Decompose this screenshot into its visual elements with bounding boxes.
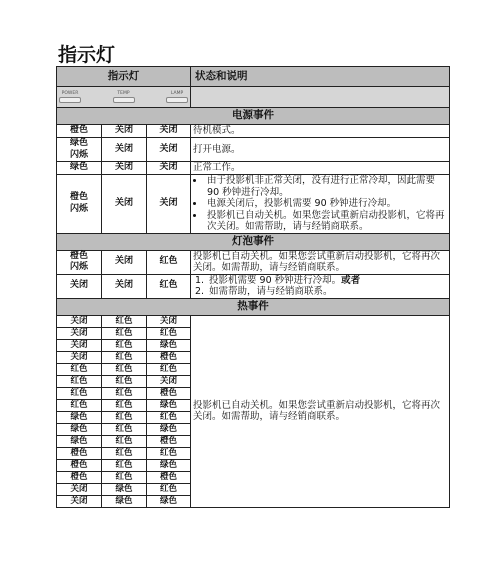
temp-led-status: 红色: [102, 387, 147, 399]
lamp-led-status: 红色: [147, 250, 191, 274]
power-led-status: 橙色: [57, 125, 102, 138]
lamp-led-status: 关闭: [147, 315, 191, 327]
section-title: 电源事件: [57, 108, 450, 125]
temp-led-status: 红色: [102, 435, 147, 447]
power-event-row: [57, 138, 450, 162]
power-led-status: 关闭: [57, 315, 102, 327]
power-led-status: 关闭: [57, 495, 102, 507]
lamp-led-status: 红色: [147, 327, 191, 339]
lamp-led-status: 橙色: [147, 471, 191, 483]
temp-led-status: 关闭: [102, 125, 147, 138]
numbered-item: [207, 286, 447, 298]
lamp-led-status: 橙色: [147, 435, 191, 447]
indicator-header: 指示灯: [57, 67, 191, 87]
power-event-row: [57, 162, 450, 175]
led-panel-desc: [191, 87, 450, 108]
temp-led-status: 绿色: [102, 495, 147, 507]
temp-led-status: 绿色: [102, 483, 147, 495]
lamp-led-status: 绿色: [147, 399, 191, 411]
status-description: 投影机已自动关机。如果您尝试重新启动投影机，它将再次关闭。如需帮助，请与经销商联系。: [191, 250, 450, 274]
temp-led-status: 红色: [102, 447, 147, 459]
section-row: [57, 108, 450, 125]
section-row: [57, 298, 450, 315]
lamp-led: [166, 91, 188, 103]
temp-led-status: 关闭: [102, 162, 147, 175]
temp-led: [113, 91, 135, 103]
bullet-list: [193, 175, 447, 233]
thermal-description: 投影机已自动关机。如果您尝试重新启动投影机，它将再次关闭。如需帮助，请与经销商联系。: [191, 315, 450, 507]
thermal-event-row: [57, 315, 450, 327]
temp-led-status: 红色: [102, 375, 147, 387]
power-led: [59, 91, 81, 103]
lamp-led-status: 绿色: [147, 495, 191, 507]
temp-led-status: 关闭: [102, 175, 147, 234]
lamp-led-status: 关闭: [147, 125, 191, 138]
lamp-led-status: 关闭: [147, 175, 191, 234]
power-led-status: 橙色: [57, 447, 102, 459]
temp-led-status: 关闭: [102, 274, 147, 298]
power-led-icon: [59, 97, 81, 103]
lamp-led-status: 橙色: [147, 351, 191, 363]
temp-led-icon: [113, 97, 135, 103]
power-led-status: 关闭: [57, 339, 102, 351]
temp-led-status: 红色: [102, 423, 147, 435]
power-led-status: 橙色 闪烁: [57, 250, 102, 274]
lamp-led-status: 关闭: [147, 162, 191, 175]
temp-led-status: 红色: [102, 411, 147, 423]
lamp-led-status: 红色: [147, 447, 191, 459]
power-led-status: 绿色: [57, 411, 102, 423]
power-led-status: 红色: [57, 363, 102, 375]
lamp-event-row: [57, 274, 450, 298]
temp-led-status: 红色: [102, 339, 147, 351]
temp-led-status: 关闭: [102, 250, 147, 274]
lamp-led-status: 红色: [147, 274, 191, 298]
power-led-status: 关闭: [57, 327, 102, 339]
power-led-status: 红色: [57, 387, 102, 399]
lamp-led-status: 橙色: [147, 387, 191, 399]
temp-led-status: 红色: [102, 351, 147, 363]
lamp-led-status: 绿色: [147, 459, 191, 471]
status-description: 打开电源。: [191, 138, 450, 162]
page-title: 指示灯: [58, 44, 116, 66]
led-panel: [57, 87, 191, 108]
lamp-led-status: 关闭: [147, 138, 191, 162]
lamp-event-row: [57, 250, 450, 274]
status-description: [191, 274, 450, 298]
indicator-table: [56, 66, 450, 508]
power-led-label: POWER: [61, 91, 79, 96]
lamp-led-icon: [166, 97, 188, 103]
power-led-status: 绿色: [57, 435, 102, 447]
temp-led-status: 红色: [102, 315, 147, 327]
lamp-led-status: 红色: [147, 363, 191, 375]
power-led-status: 红色: [57, 399, 102, 411]
power-led-status: 橙色 闪烁: [57, 175, 102, 234]
temp-led-status: 关闭: [102, 138, 147, 162]
numbered-item-text: 投影机需要 90 秒钟进行冷却。: [209, 274, 342, 286]
power-led-status: 关闭: [57, 274, 102, 298]
numbered-item-text: 如需帮助，请与经销商联系。: [209, 286, 333, 297]
power-led-status: 绿色: [57, 423, 102, 435]
status-header: 状态和说明: [191, 67, 450, 87]
numbered-list: [193, 275, 447, 298]
bullet-item: • 电源关闭后，投影机需要 90 秒钟进行冷却。: [205, 198, 447, 210]
lamp-led-status: 绿色: [147, 423, 191, 435]
bullet-item: • 投影机已自动关机。如果您尝试重新启动投影机，它将再次关闭。如需帮助，请与经销商联系。: [205, 210, 447, 233]
power-led-status: 绿色: [57, 162, 102, 175]
power-led-status: 红色: [57, 375, 102, 387]
bullet-item: • 由于投影机非正常关闭，没有进行正常冷却，因此需要 90 秒钟进行冷却。: [205, 175, 447, 198]
temp-led-status: 红色: [102, 363, 147, 375]
power-led-status: 橙色: [57, 471, 102, 483]
lamp-led-status: 关闭: [147, 375, 191, 387]
lamp-led-status: 红色: [147, 483, 191, 495]
temp-led-label: TEMP: [117, 91, 130, 96]
temp-led-status: 红色: [102, 327, 147, 339]
lamp-led-status: 红色: [147, 411, 191, 423]
temp-led-status: 红色: [102, 459, 147, 471]
power-event-row: [57, 175, 450, 234]
section-title: 热事件: [57, 298, 450, 315]
lamp-led-label: LAMP: [170, 91, 184, 96]
temp-led-status: 红色: [102, 399, 147, 411]
power-led-status: 绿色 闪烁: [57, 138, 102, 162]
power-event-row: [57, 125, 450, 138]
section-title: 灯泡事件: [57, 233, 450, 250]
numbered-item: [207, 275, 447, 287]
lamp-led-status: 绿色: [147, 339, 191, 351]
temp-led-status: 红色: [102, 471, 147, 483]
section-row: [57, 233, 450, 250]
status-description: 正常工作。: [191, 162, 450, 175]
status-description: 待机模式。: [191, 125, 450, 138]
status-description: [191, 175, 450, 234]
power-led-status: 关闭: [57, 483, 102, 495]
numbered-item-suffix: 或者: [341, 274, 361, 286]
power-led-status: 关闭: [57, 351, 102, 363]
power-led-status: 橙色: [57, 459, 102, 471]
